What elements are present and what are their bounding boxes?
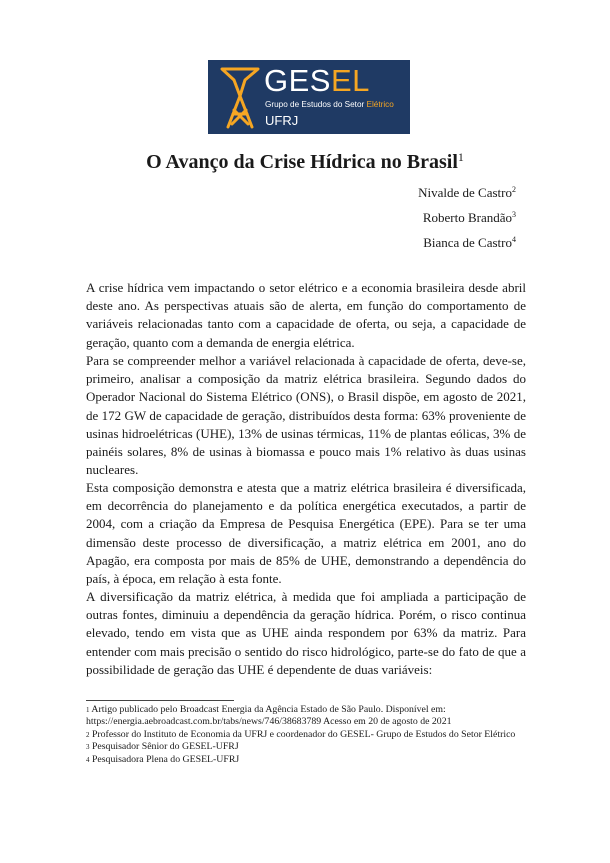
logo-wordmark-orange: EL: [330, 63, 370, 98]
footnote-text: Pesquisadora Plena do GESEL-UFRJ: [89, 753, 240, 765]
body-paragraph: A diversificação da matriz elétrica, à medida que foi ampliada a participação de outras fontes, diminuiu a dependência da geração hídrica. Porém, o risco continua elevado, tendo em vista que as UHE ainda respondem por 63% da matriz. Para entender com mais precisão o sentido do risco hidrológico, parte-se do fato de que a possibilidade de geração das UHE é dependente de duas variáveis:: [86, 589, 526, 677]
author-line: [423, 210, 516, 226]
footnote: [86, 754, 536, 766]
author-line: [418, 185, 516, 201]
footnote-number: 4: [86, 755, 90, 764]
footnote: [86, 729, 536, 741]
document-title-text: O Avanço da Crise Hídrica no Brasil: [146, 151, 458, 173]
body-paragraph: Para se compreender melhor a variável relacionada à capacidade de oferta, deve-se, primeiro, analisar a composição da matriz elétrica brasileira. Segundo dados do Operador Nacional do Sistema Elétrico (ONS), o Brasil dispõe, em agosto de 2021, de 172 GW de capacidade de geração, distribuídos desta forma: 63% proveniente de usinas hidroelétricas (UHE), 13% de usinas térmicas, 11% de plantas eólicas, 3% de painéis solares, 8% de usinas à biomassa e pouco mais 1% relativo às duas usinas nucleares.: [86, 353, 526, 478]
footnote-text: Artigo publicado pelo Broadcast Energia da Agência Estado de São Paulo. Disponível em: https://energia.aebroadcast.com.br/tabs/news/746/38683789 Acesso em 20 de agosto de 2021: [86, 704, 452, 728]
footnote-separator: [86, 700, 234, 701]
author-footnote-marker: 3: [512, 210, 516, 219]
transmission-tower-icon: [220, 66, 260, 130]
footnote-number: 3: [86, 743, 90, 752]
document-title: [0, 151, 610, 174]
gesel-logo-banner: [208, 60, 410, 134]
logo-wordmark: [264, 65, 370, 96]
logo-subtitle: [265, 100, 394, 109]
author-name: Roberto Brandão: [422, 210, 512, 225]
footnote: [86, 741, 536, 753]
author-name: Nivalde de Castro: [418, 185, 512, 200]
footnote-text: Professor do Instituto de Economia da UFRJ e coordenador do GESEL- Grupo de Estudos do Setor Elétrico: [89, 728, 516, 740]
logo-wordmark-white: GES: [264, 63, 331, 98]
logo-university: UFRJ: [265, 113, 299, 128]
author-line: [423, 235, 516, 251]
logo-subtitle-white: Grupo de Estudos do Setor: [265, 100, 367, 109]
title-footnote-marker: 1: [457, 150, 464, 164]
body-paragraph: A crise hídrica vem impactando o setor elétrico e a economia brasileira desde abril deste ano. As perspectivas atuais são de alerta, em função do comportamento de variáveis relacionadas tanto com a capacidade de oferta, ou seja, a capacidade de geração, quanto com a demanda de energia elétrica.: [86, 280, 526, 350]
footnotes: [86, 704, 536, 766]
author-footnote-marker: 2: [512, 185, 516, 194]
author-footnote-marker: 4: [512, 235, 516, 244]
author-name: Bianca de Castro: [423, 235, 512, 250]
footnote-number: 1: [86, 706, 90, 714]
footnote: [86, 704, 536, 729]
footnote-number: 2: [86, 730, 90, 739]
logo-subtitle-orange: Elétrico: [366, 100, 394, 109]
body-paragraph: Esta composição demonstra e atesta que a matriz elétrica brasileira é diversificada, em decorrência do planejamento e da política energética executados, a partir de 2004, com a criação da Empresa de Pesquisa Energética (EPE). Para se ter uma dimensão deste processo de diversificação, a matriz elétrica em 2001, ano do Apagão, era composta por mais de 85% de UHE, demonstrando a dependência do país, à época, em relação à esta fonte.: [86, 480, 526, 587]
footnote-text: Pesquisador Sênior do GESEL-UFRJ: [89, 741, 239, 753]
